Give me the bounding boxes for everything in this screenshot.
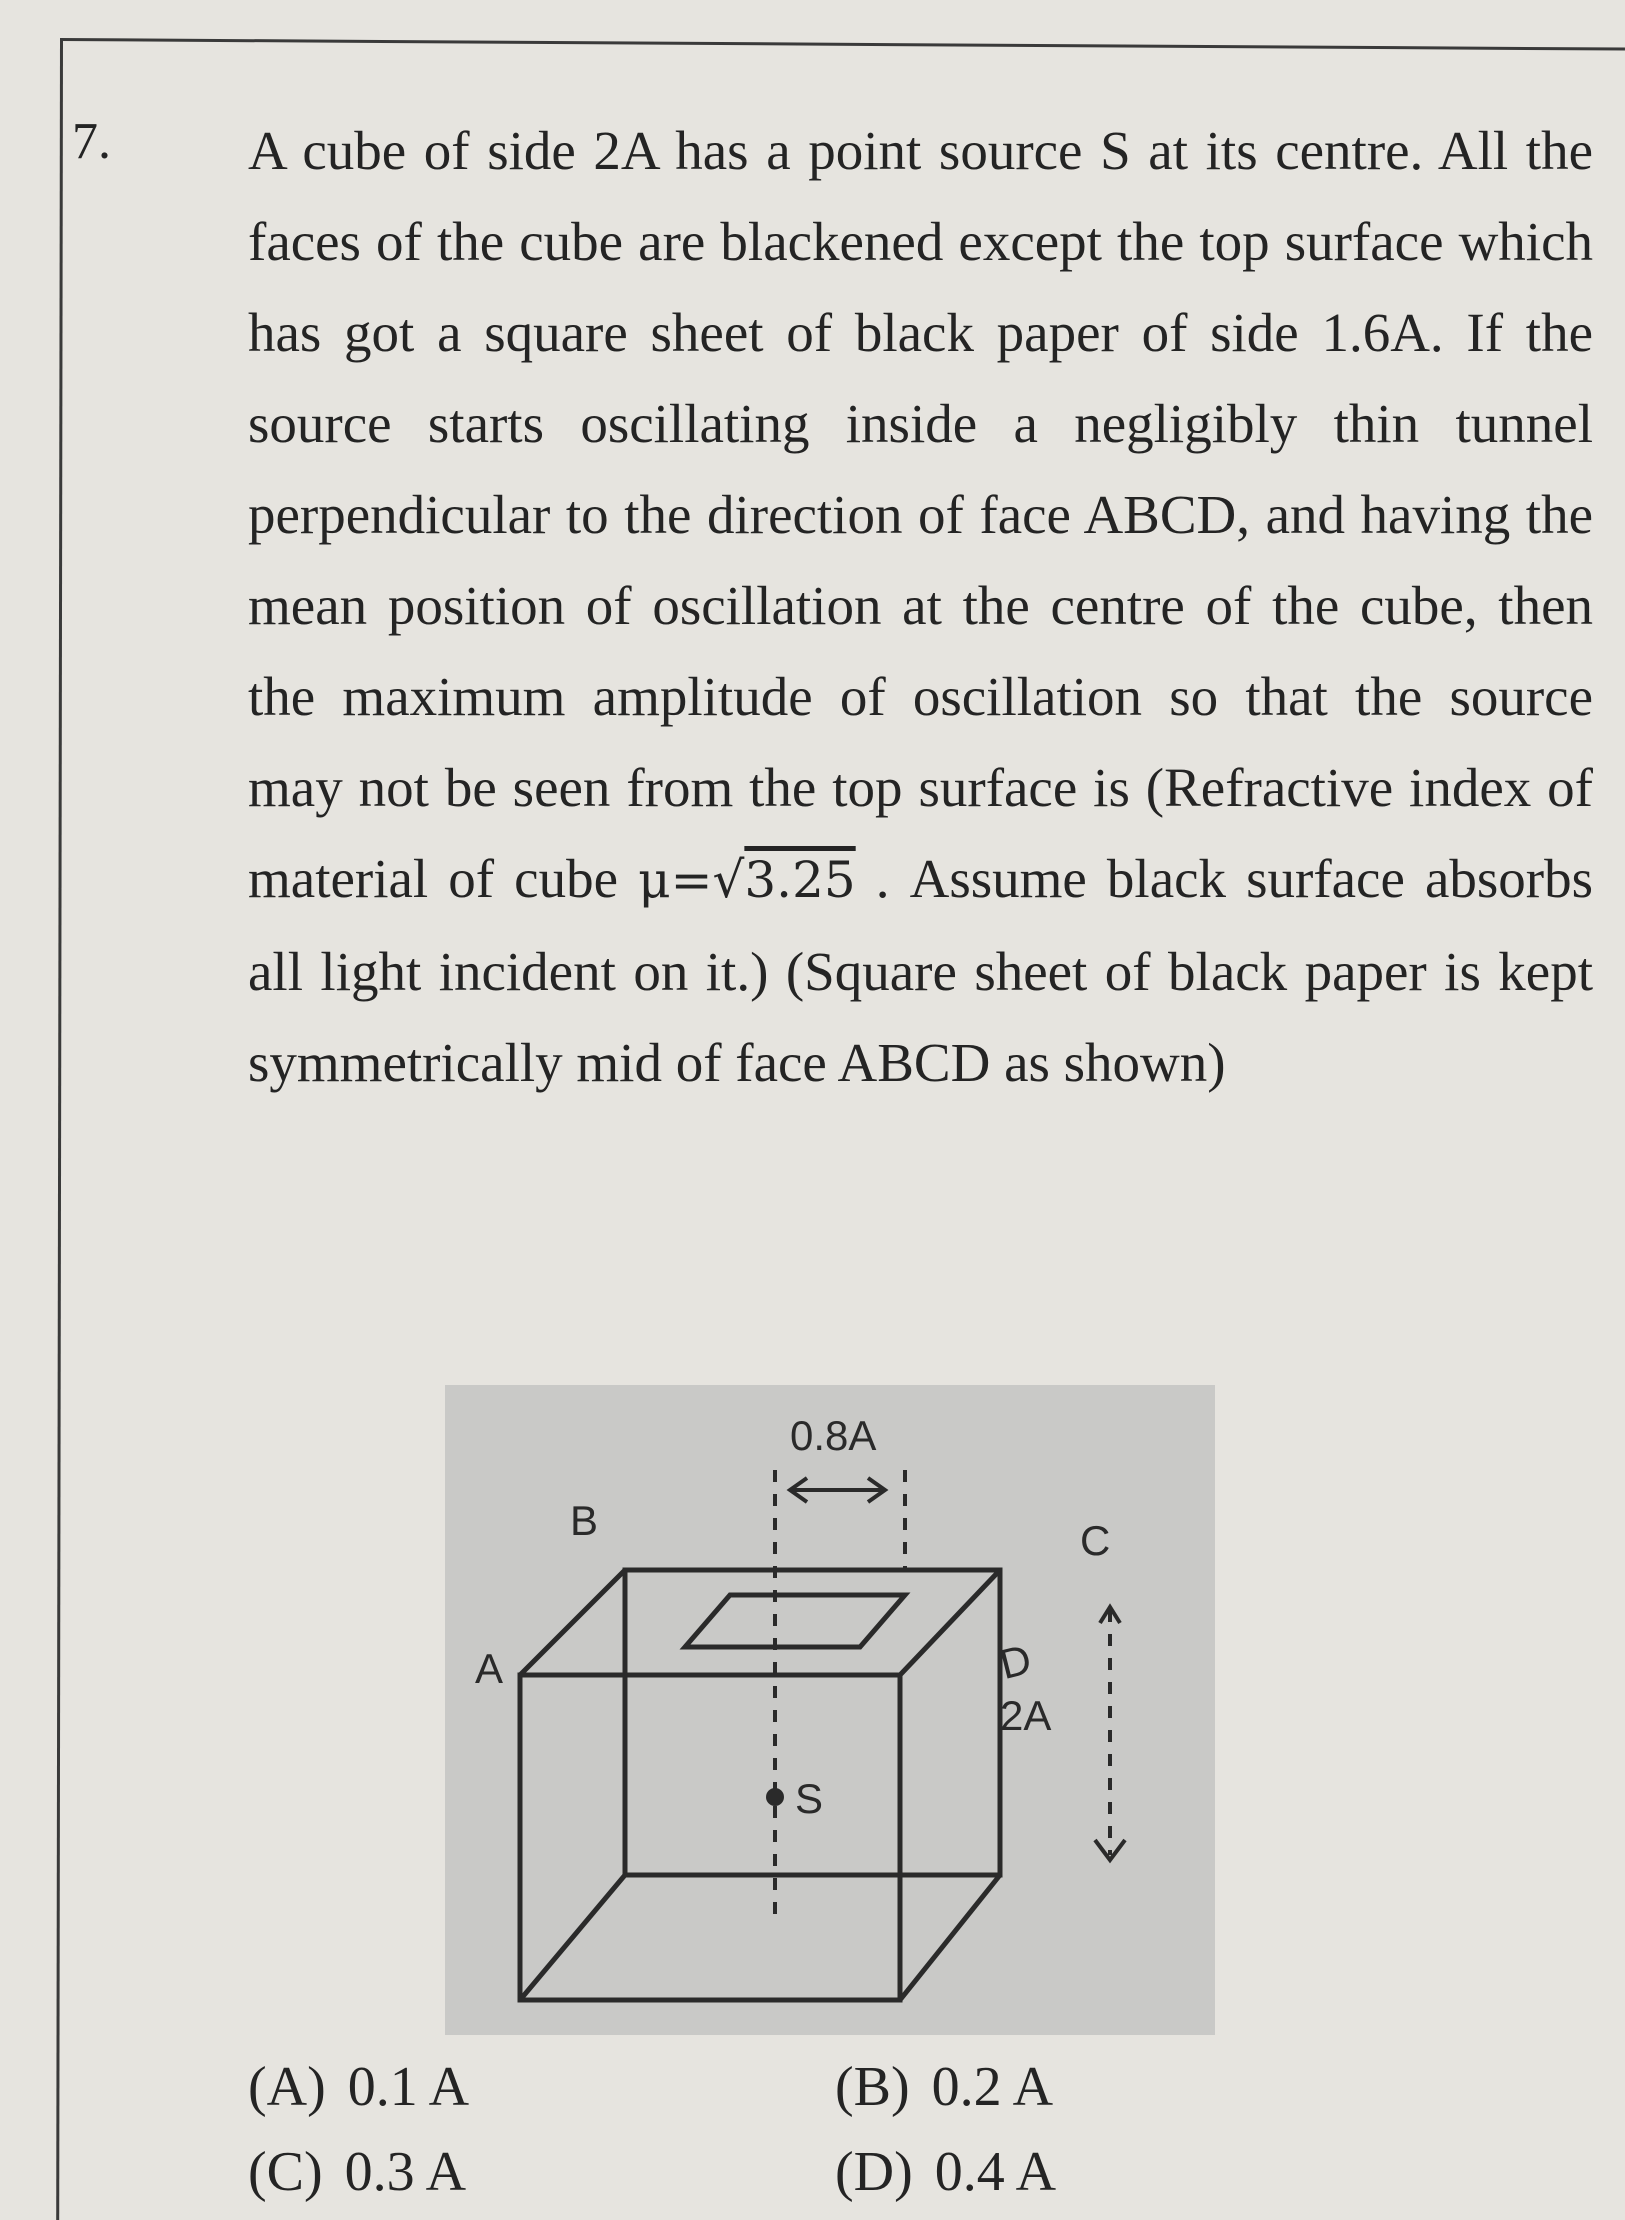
black-paper-sheet: [685, 1595, 905, 1647]
cube-diagram: [445, 1385, 1215, 2035]
mu-symbol: μ: [638, 851, 671, 909]
label-b: B: [570, 1497, 599, 1544]
option-c[interactable]: [248, 2140, 466, 2204]
cube-diagram-svg: [445, 1385, 1215, 2035]
cube-edge-top-left: [520, 1570, 625, 1675]
label-s: S: [795, 1775, 824, 1822]
refractive-index-formula: [638, 851, 856, 909]
option-a-value: 0.1 A: [347, 2056, 470, 2118]
label-top-dimension: 0.8A: [790, 1412, 877, 1459]
question-number: 7.: [72, 113, 111, 170]
option-d-value: 0.4 A: [934, 2141, 1057, 2203]
cube-edge-bottom-right: [900, 1875, 1000, 2000]
option-b-key: (B): [835, 2056, 910, 2118]
label-side-dimension: 2A: [1000, 1692, 1052, 1739]
option-a-key: (A): [248, 2056, 326, 2118]
question-text: [248, 105, 1593, 1108]
option-d-key: (D): [835, 2141, 913, 2203]
cube-edge-bottom-left: [520, 1875, 625, 2000]
option-c-value: 0.3 A: [344, 2141, 467, 2203]
mu-value: 3.25: [744, 851, 856, 909]
sqrt-icon: √: [712, 851, 745, 909]
label-d: D: [995, 1635, 1036, 1689]
label-c: C: [1080, 1517, 1111, 1564]
question-text-main: A cube of side 2A has a point source S at its centre. All the faces of the cube are blackened except the top surface which has got a square sheet of black paper of side 1.6A. If the source starts oscillating inside a negligibly thin tunnel perpendicular to the direction of face ABCD, and having the mean position of oscillation at the centre of the cube, then the maximum amplitude of oscillation so that the source may not be seen from the top surface is (Refractive index of material of cube: [248, 120, 1593, 909]
question-text-tail: . Assume black surface absorbs all light incident on it.) (Square sheet of black paper is kept symmetrically mid of face ABCD as shown): [248, 848, 1593, 1093]
cube-back-face: [625, 1570, 1000, 1875]
option-b[interactable]: [835, 2055, 1053, 2119]
source-point-icon: [766, 1788, 784, 1806]
option-a[interactable]: [248, 2055, 469, 2119]
option-c-key: (C): [248, 2141, 323, 2203]
page-border-top: [60, 38, 1625, 51]
cube-edge-top-right: [900, 1570, 1000, 1675]
option-d[interactable]: [835, 2140, 1056, 2204]
page-border-left: [56, 40, 63, 2220]
option-b-value: 0.2 A: [931, 2056, 1054, 2118]
equals-sign: =: [670, 851, 713, 909]
cube-front-face: [520, 1675, 900, 2000]
label-a: A: [475, 1645, 504, 1692]
